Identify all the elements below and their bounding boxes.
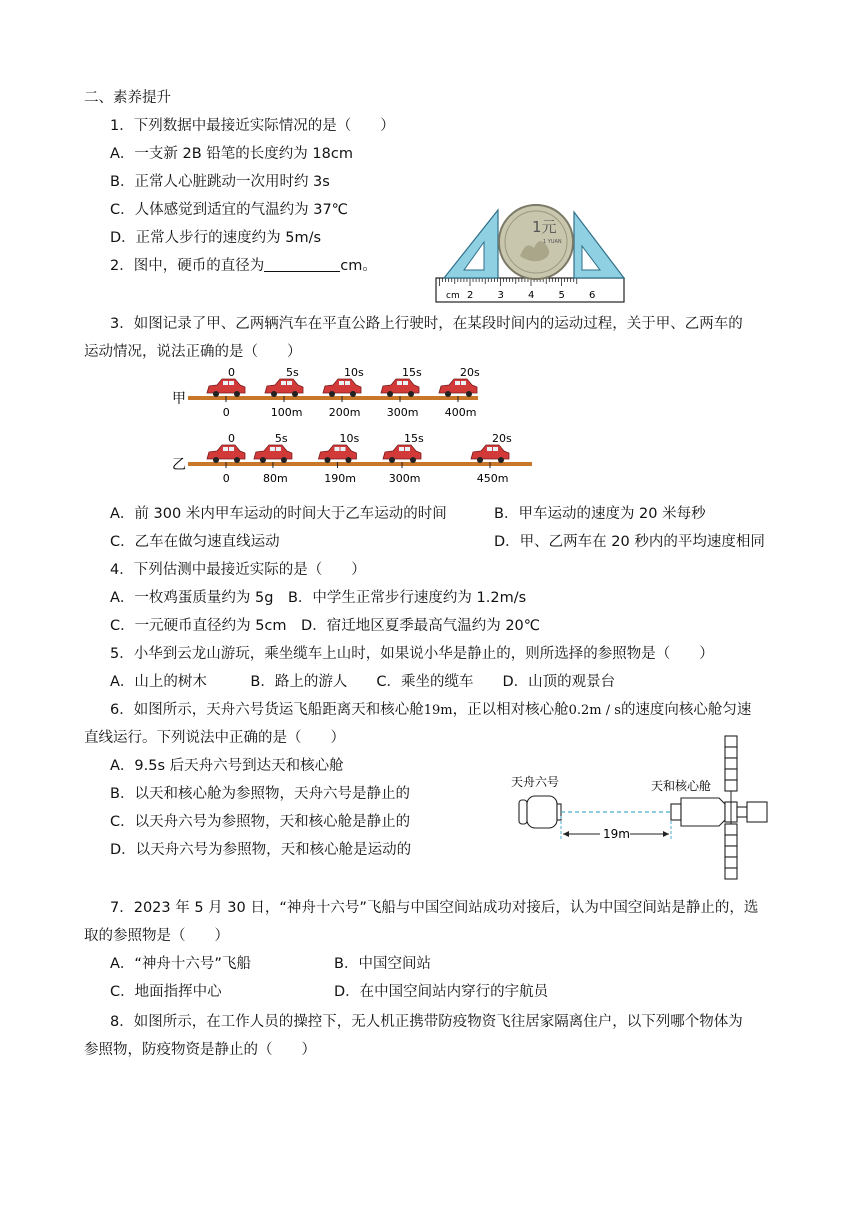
q1-option-c: C．人体感觉到适宜的气温约为 37℃ <box>110 202 348 218</box>
distance-label: 400m <box>444 406 477 419</box>
q6-stem-a: 6．如图所示，天舟六号货运飞船距离天和核心舱 <box>110 702 424 718</box>
yi-label: 乙 <box>172 457 186 473</box>
tianzhou-ship-icon <box>519 796 561 828</box>
time-label: 20s <box>492 432 512 445</box>
coin-text: 1元 <box>532 218 557 236</box>
q6-stem-c: 的速度向核心舱匀速 <box>620 702 752 718</box>
q3-option-b: B．甲车运动的速度为 20 米每秒 <box>494 506 706 522</box>
q6-distance: 19m <box>423 703 453 718</box>
time-label: 5s <box>286 366 299 379</box>
distance-label: 300m <box>388 472 421 485</box>
q8-stem-line2: 参照物，防疫物资是静止的（ ） <box>84 1042 316 1058</box>
q1-option-b: B．正常人心脏跳动一次用时约 3s <box>110 174 330 190</box>
coin-ruler-figure <box>434 200 628 306</box>
time-label: 10s <box>339 432 360 445</box>
distance-label: 100m <box>270 406 303 419</box>
coin <box>499 205 573 279</box>
distance-label: 0 <box>222 472 230 485</box>
car-icon <box>265 379 303 397</box>
distance-label: 190m <box>324 472 356 485</box>
q3-stem-line1: 3．如图记录了甲、乙两辆汽车在平直公路上行驶时，在某段时间内的运动过程，关于甲、乙两车的 <box>110 316 743 332</box>
gap-distance-label: 19m <box>603 827 630 841</box>
q2-stem <box>110 256 377 276</box>
time-label: 0 <box>228 366 235 379</box>
ruler-tick-label: 6 <box>589 290 596 301</box>
ruler-unit: cm <box>446 291 460 301</box>
time-label: 10s <box>344 366 364 379</box>
q5-stem: 5．小华到云龙山游玩，乘坐缆车上山时，如果说小华是静止的，则所选择的参照物是（ ） <box>110 646 714 662</box>
q7-option-b: B．中国空间站 <box>334 956 431 972</box>
q5-options: A．山上的树木 B．路上的游人 C．乘坐的缆车 D．山顶的观景台 <box>110 674 616 690</box>
q4-options-cd: C．一元硬币直径约为 5cm D．宿迁地区夏季最高气温约为 20℃ <box>110 618 541 634</box>
car-icon <box>471 445 509 463</box>
q1-option-a: A．一支新 2B 铅笔的长度约为 18cm <box>110 146 353 162</box>
q6-stem-line1 <box>110 700 751 721</box>
q7-stem-line2: 取的参照物是（ ） <box>84 928 229 944</box>
distance-label: 200m <box>328 406 361 419</box>
time-label: 15s <box>402 366 422 379</box>
ruler-tick-label: 5 <box>558 290 565 301</box>
car-icon <box>383 445 421 463</box>
q3-stem-line2: 运动情况，说法正确的是（ ） <box>84 344 302 360</box>
q6-stem-line2: 直线运行。下列说法中正确的是（ ） <box>84 730 345 746</box>
q6-stem-b: ，正以相对核心舱 <box>452 702 569 718</box>
q1-stem: 1．下列数据中最接近实际情况的是（ ） <box>110 118 395 134</box>
q6-option-d: D．以天舟六号为参照物，天和核心舱是运动的 <box>110 842 412 858</box>
spacecraft-figure <box>505 732 775 882</box>
q4-stem: 4．下列估测中最接近实际的是（ ） <box>110 562 366 578</box>
q3-option-c: C．乙车在做匀速直线运动 <box>110 534 280 550</box>
q6-option-b: B．以天和核心舱为参照物，天舟六号是静止的 <box>110 786 410 802</box>
car-icon <box>323 379 361 397</box>
q2-stem-pre: 2．图中，硬币的直径为 <box>110 258 265 274</box>
ruler-tick-label: 2 <box>467 290 474 301</box>
car-icon <box>254 445 292 463</box>
jia-label: 甲 <box>172 391 186 407</box>
q2-stem-post: cm。 <box>340 258 377 274</box>
car-icon <box>318 445 356 463</box>
ruler-tick-label: 3 <box>497 290 504 301</box>
q7-stem-line1: 7．2023 年 5 月 30 日，“神舟十六号”飞船与中国空间站成功对接后，认为中国空间站是静止的，选 <box>110 900 759 916</box>
tianhe-label: 天和核心舱 <box>651 779 712 793</box>
car-icon <box>381 379 419 397</box>
car-icon <box>207 445 245 463</box>
q4-options-ab: A．一枚鸡蛋质量约为 5g B．中学生正常步行速度约为 1.2m/s <box>110 590 527 606</box>
q6-option-a: A．9.5s 后天舟六号到达天和核心舱 <box>110 758 344 774</box>
time-label: 5s <box>274 432 288 445</box>
distance-label: 450m <box>476 472 509 485</box>
time-label: 0 <box>228 432 235 445</box>
car-icon <box>439 379 477 397</box>
time-label: 20s <box>460 366 480 379</box>
time-label: 15s <box>404 432 424 445</box>
car-motion-diagram <box>168 366 538 496</box>
q7-option-d: D．在中国空间站内穿行的宇航员 <box>334 984 549 1000</box>
tianhe-station-icon <box>671 736 767 879</box>
section-title: 二、素养提升 <box>84 90 171 106</box>
tianzhou-label: 天舟六号 <box>511 775 560 789</box>
ruler-tick-label: 4 <box>528 290 535 301</box>
answer-blank <box>264 256 340 272</box>
coin-subtext: 1 YUAN <box>543 239 562 245</box>
q3-option-a: A．前 300 米内甲车运动的时间大于乙车运动的时间 <box>110 506 447 522</box>
car-icon <box>207 379 245 397</box>
q7-option-c: C．地面指挥中心 <box>110 984 222 1000</box>
distance-label: 80m <box>263 472 288 485</box>
q7-option-a: A．“神舟十六号”飞船 <box>110 956 251 972</box>
distance-label: 0 <box>222 406 230 419</box>
q1-option-d: D．正常人步行的速度约为 5m/s <box>110 230 322 246</box>
q3-option-d: D．甲、乙两车在 20 秒内的平均速度相同 <box>494 534 765 550</box>
q6-speed: 0.2m / s <box>568 703 621 718</box>
distance-label: 300m <box>386 406 419 419</box>
q8-stem-line1: 8．如图所示，在工作人员的操控下，无人机正携带防疫物资飞往居家隔离住户，以下列哪个物体为 <box>110 1014 743 1030</box>
q6-option-c: C．以天舟六号为参照物，天和核心舱是静止的 <box>110 814 411 830</box>
